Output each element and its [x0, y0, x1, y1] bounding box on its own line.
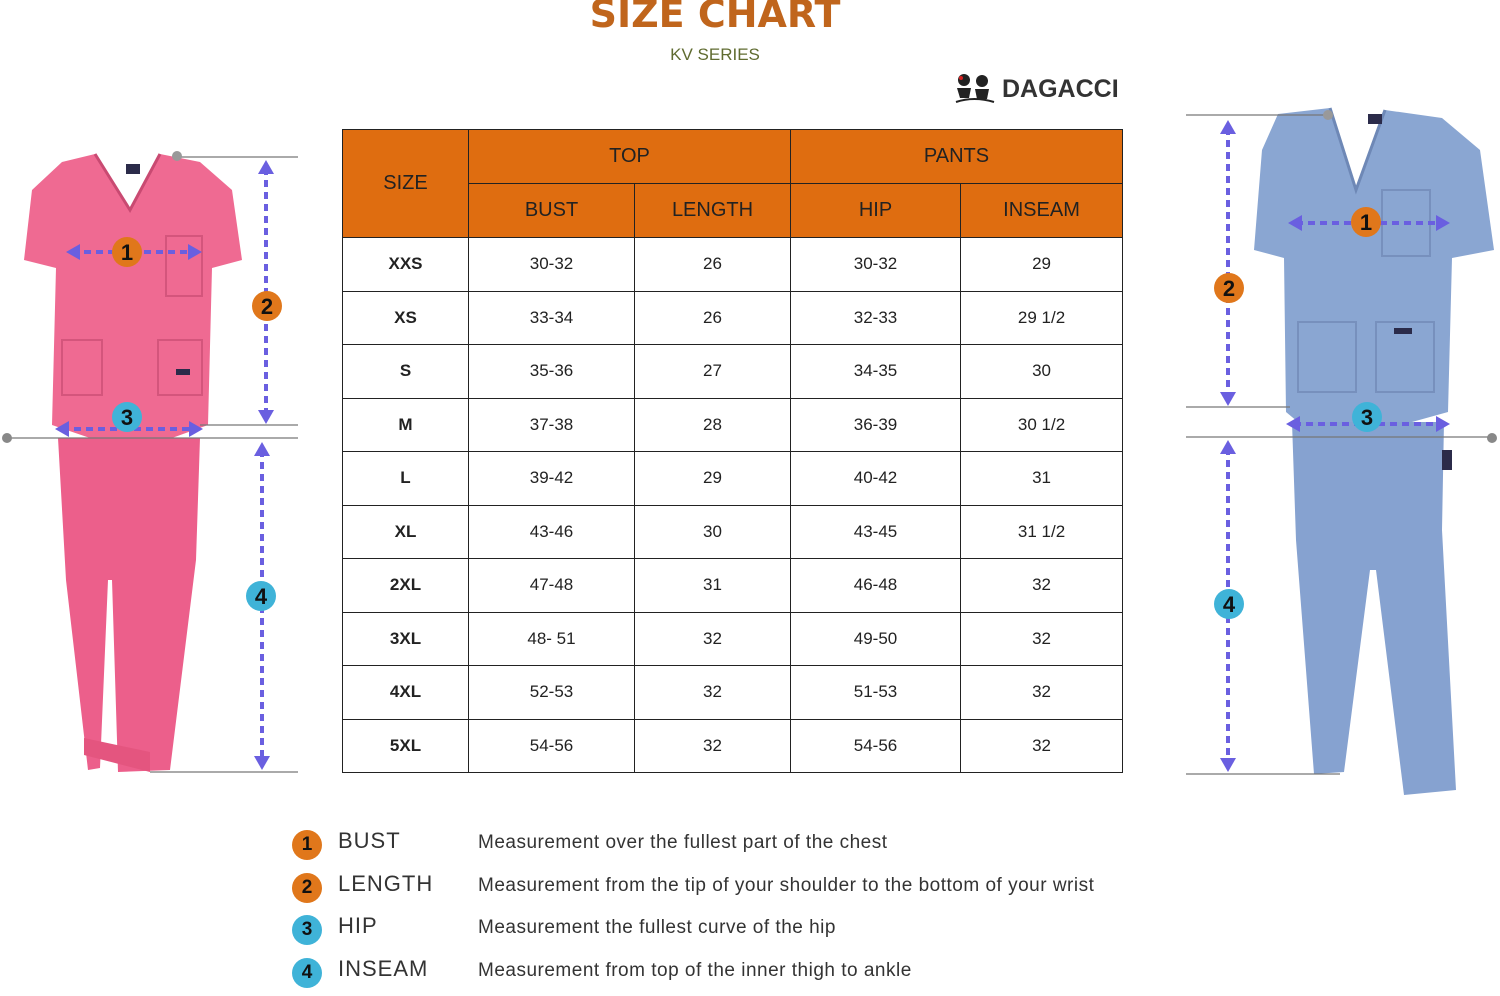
- table-row: [343, 345, 1123, 399]
- cell-inseam: 30 1/2: [961, 398, 1123, 452]
- cell-bust: 47-48: [469, 559, 635, 613]
- cell-length: 28: [635, 398, 791, 452]
- marker-3-label: 3: [120, 405, 134, 430]
- cell-hip: 36-39: [791, 398, 961, 452]
- cell-length: 32: [635, 719, 791, 773]
- legend-number-badge: 3: [292, 915, 322, 945]
- cell-bust: 35-36: [469, 345, 635, 399]
- cell-size: XS: [343, 291, 469, 345]
- cell-hip: 30-32: [791, 238, 961, 292]
- cell-hip: 43-45: [791, 505, 961, 559]
- table-row: [343, 559, 1123, 613]
- cell-size: 2XL: [343, 559, 469, 613]
- cell-hip: 34-35: [791, 345, 961, 399]
- header-inseam: INSEAM: [961, 184, 1123, 238]
- legend-name: HIP: [338, 913, 378, 938]
- cell-length: 26: [635, 291, 791, 345]
- cell-inseam: 32: [961, 612, 1123, 666]
- header-length: LENGTH: [635, 184, 791, 238]
- cell-inseam: 31 1/2: [961, 505, 1123, 559]
- cell-bust: 33-34: [469, 291, 635, 345]
- legend-name: LENGTH: [338, 870, 434, 896]
- legend-description: Measurement over the fullest part of the chest: [478, 832, 888, 853]
- table-row: [343, 452, 1123, 506]
- header-bust: BUST: [469, 184, 635, 238]
- marker-2-label: 2: [260, 294, 274, 319]
- pink-scrubs-figure: [0, 140, 310, 790]
- cell-hip: 40-42: [791, 452, 961, 506]
- cell-length: 32: [635, 612, 791, 666]
- brand-name: DAGACCI: [1002, 74, 1119, 103]
- page-subtitle: KV SERIES: [670, 45, 760, 64]
- header-pants: PANTS: [791, 130, 1123, 184]
- children-logo-icon: [952, 72, 998, 106]
- brand-logo: [952, 72, 1119, 106]
- legend-description: Measurement from top of the inner thigh to ankle: [478, 959, 912, 981]
- legend-number-badge: 2: [292, 873, 322, 903]
- cell-inseam: 31: [961, 452, 1123, 506]
- cell-hip: 54-56: [791, 719, 961, 773]
- cell-bust: 43-46: [469, 505, 635, 559]
- page-title: SIZE CHART: [589, 0, 841, 36]
- cell-bust: 54-56: [469, 719, 635, 773]
- table-row: [343, 505, 1123, 559]
- cell-length: 29: [635, 452, 791, 506]
- marker-4-label: 4: [254, 584, 268, 609]
- cell-size: 3XL: [343, 612, 469, 666]
- cell-hip: 51-53: [791, 666, 961, 720]
- cell-inseam: 29: [961, 238, 1123, 292]
- cell-size: M: [343, 398, 469, 452]
- cell-size: S: [343, 345, 469, 399]
- cell-hip: 32-33: [791, 291, 961, 345]
- legend-number-badge: 1: [292, 830, 322, 860]
- cell-length: 30: [635, 505, 791, 559]
- table-row: [343, 398, 1123, 452]
- table-row: [343, 612, 1123, 666]
- legend-description: Measurement from the tip of your shoulder to the bottom of your wrist: [478, 874, 1095, 896]
- table-row: [343, 238, 1123, 292]
- cell-inseam: 30: [961, 345, 1123, 399]
- cell-inseam: 32: [961, 559, 1123, 613]
- header-hip: HIP: [791, 184, 961, 238]
- blue-scrubs-figure: [1180, 100, 1500, 800]
- size-chart-table: [342, 129, 1123, 773]
- cell-inseam: 32: [961, 719, 1123, 773]
- cell-bust: 52-53: [469, 666, 635, 720]
- cell-bust: 30-32: [469, 238, 635, 292]
- header-top: TOP: [469, 130, 791, 184]
- cell-hip: 46-48: [791, 559, 961, 613]
- marker-1-label: 1: [120, 240, 134, 265]
- legend-description: Measurement the fullest curve of the hip: [478, 917, 836, 938]
- cell-hip: 49-50: [791, 612, 961, 666]
- table-row: [343, 291, 1123, 345]
- marker-3-label: 3: [1360, 405, 1374, 430]
- cell-size: L: [343, 452, 469, 506]
- cell-bust: 48- 51: [469, 612, 635, 666]
- legend-number-badge: 4: [292, 958, 322, 988]
- cell-length: 27: [635, 345, 791, 399]
- cell-size: XXS: [343, 238, 469, 292]
- cell-length: 31: [635, 559, 791, 613]
- cell-inseam: 29 1/2: [961, 291, 1123, 345]
- table-row: [343, 666, 1123, 720]
- cell-length: 32: [635, 666, 791, 720]
- legend-name: BUST: [338, 828, 401, 853]
- cell-size: 4XL: [343, 666, 469, 720]
- marker-1-label: 1: [1359, 210, 1373, 235]
- cell-bust: 39-42: [469, 452, 635, 506]
- header-size: SIZE: [343, 130, 469, 238]
- table-row: [343, 719, 1123, 773]
- cell-bust: 37-38: [469, 398, 635, 452]
- marker-2-label: 2: [1222, 276, 1236, 301]
- legend-name: INSEAM: [338, 955, 429, 981]
- cell-length: 26: [635, 238, 791, 292]
- cell-size: XL: [343, 505, 469, 559]
- cell-size: 5XL: [343, 719, 469, 773]
- marker-4-label: 4: [1222, 592, 1236, 617]
- cell-inseam: 32: [961, 666, 1123, 720]
